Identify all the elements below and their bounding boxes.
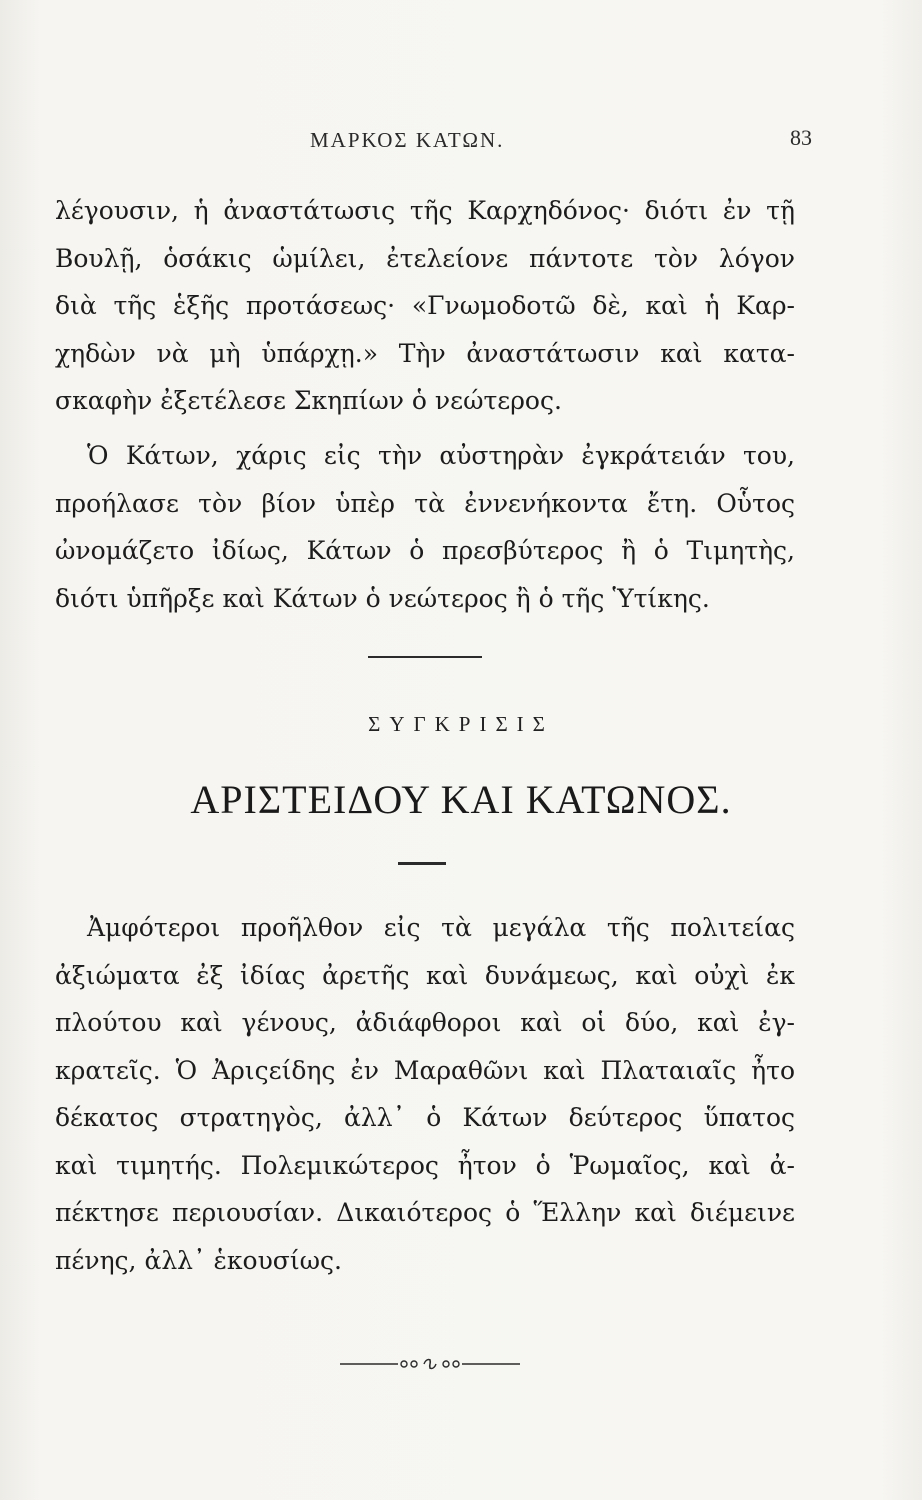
text-line: διότι ὑπῆρξε καὶ Κάτων ὁ νεώτερος ἢ ὁ τῆς Ὑτίκης. [55, 583, 710, 613]
running-head: ΜΑΡΚΟΣ ΚΑΤΩΝ. [310, 128, 505, 152]
paragraph-2 [55, 432, 795, 622]
title-underline-rule [398, 862, 446, 865]
text-line: πένης, ἀλλ᾽ ἑκουσίως. [55, 1245, 342, 1275]
text-line: ἀξιώματα ἐξ ἰδίας ἀρετῆς καὶ δυνάμεως, καὶ οὐχὶ ἐκ [55, 960, 795, 990]
section-label: ΣΥΓΚΡΙΣΙΣ [368, 712, 554, 736]
text-line: ὠνομάζετο ἰδίως, Κάτων ὁ πρεσβύτερος ἢ ὁ Τιμητὴς, [55, 536, 795, 565]
text-line: Ἀμφότεροι προῆλθον εἰς τὰ μεγάλα τῆς πολιτείας [87, 913, 795, 942]
text-line: χηδὼν νὰ μὴ ὑπάρχῃ.» Τὴν ἀναστάτωσιν καὶ κατα- [55, 338, 795, 368]
text-line: καὶ τιμητής. Πολεμικώτερος ἦτον ὁ Ῥωμαῖος, καὶ ἀ- [55, 1150, 795, 1180]
text-line: κρατεῖς. Ὁ Ἀριςείδης ἐν Μαραθῶνι καὶ Πλαταιαῖς ἦτο [55, 1055, 795, 1085]
text-line: Ὁ Κάτων, χάρις εἰς τὴν αὐστηρὰν ἐγκράτειάν του, [87, 441, 795, 470]
text-line: διὰ τῆς ἑξῆς προτάσεως· «Γνωμοδοτῶ δὲ, καὶ ἡ Καρ- [55, 291, 795, 320]
text-line: δέκατος στρατηγὸς, ἀλλ᾽ ὁ Κάτων δεύτερος ὕπατος [55, 1103, 795, 1132]
text-line: Βουλῇ, ὁσάκις ὡμίλει, ἐτελείονε πάντοτε τὸν λόγον [55, 243, 795, 273]
tailpiece-ornament-icon [340, 1356, 520, 1372]
text-line: σκαφὴν ἐξετέλεσε Σκηπίων ὁ νεώτερος. [55, 386, 562, 415]
paragraph-3 [55, 904, 795, 1284]
text-line: λέγουσιν, ἡ ἀναστάτωσις τῆς Καρχηδόνος· διότι ἐν τῇ [55, 196, 795, 225]
text-line: προήλασε τὸν βίον ὑπὲρ τὰ ἐννενήκοντα ἔτη. Οὗτος [55, 488, 795, 518]
paragraph-1 [55, 187, 795, 425]
text-line: πέκτησε περιουσίαν. Δικαιότερος ὁ Ἕλλην καὶ διέμεινε [55, 1198, 795, 1227]
section-title: ΑΡΙΣΤΕΙΔΟΥ ΚΑΙ ΚΑΤΩΝΟΣ. [190, 777, 732, 822]
page-number: 83 [790, 125, 812, 150]
text-line: πλούτου καὶ γένους, ἀδιάφθοροι καὶ οἱ δύο, καὶ ἐγ- [55, 1008, 795, 1037]
section-divider-rule [368, 656, 482, 658]
